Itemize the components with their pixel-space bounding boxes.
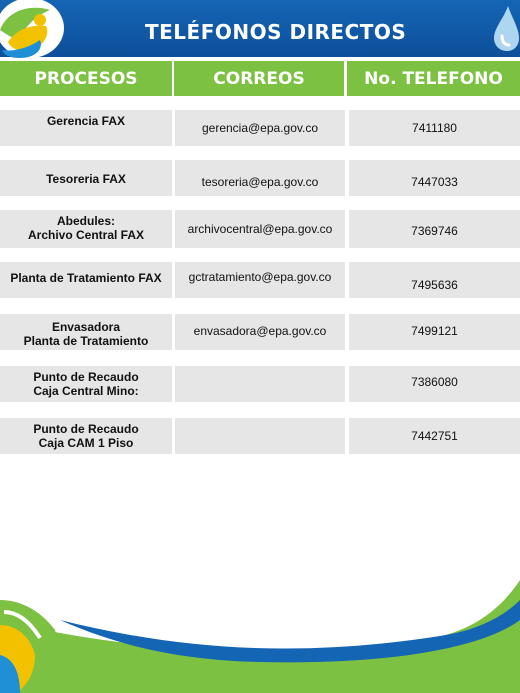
email-text[interactable]: envasadora@epa.gov.co [193,324,327,338]
email-link[interactable] [175,262,345,298]
proceso-line: Envasadora [51,320,121,334]
header-banner [0,0,520,57]
email-link[interactable] [175,314,345,350]
column-header-correos: CORREOS [174,61,344,96]
decorative-wave [0,580,520,693]
email-text[interactable]: gctratamiento@epa.gov.co [188,270,332,284]
table-row-proceso [0,418,172,454]
proceso-line: Planta de Tratamiento [23,334,149,348]
table-row-proceso [0,314,172,350]
page-title: TELÉFONOS DIRECTOS [145,20,407,44]
table-row-proceso [0,366,172,402]
column-header-telefono: No. TELEFONO [347,61,520,96]
epa-logo-icon [0,0,70,60]
email-text[interactable]: archivocentral@epa.gov.co [187,222,333,236]
table-row-proceso [0,110,172,146]
email-text[interactable]: tesoreria@epa.gov.co [201,175,319,189]
water-drop-icon [486,0,520,57]
proceso-line: Tesoreria FAX [46,172,126,186]
phone-text: 7447033 [411,175,458,189]
email-link[interactable] [175,110,345,146]
proceso-line: Punto de Recaudo [33,370,139,384]
table-row-proceso [0,210,172,248]
table-row-proceso [0,262,172,298]
phone-number [349,262,520,298]
proceso-line: Caja CAM 1 Piso [38,436,134,450]
phone-number [349,160,520,196]
proceso-line: Gerencia FAX [46,114,126,128]
phone-number [349,110,520,146]
email-cell-empty [175,418,345,454]
phone-number [349,418,520,454]
phone-text: 7495636 [411,278,458,292]
email-cell-empty [175,366,345,402]
phone-number [349,314,520,350]
email-text[interactable]: gerencia@epa.gov.co [201,121,319,135]
column-header-procesos: PROCESOS [0,61,172,96]
phone-text: 7369746 [411,224,458,238]
phone-text: 7411180 [412,121,457,135]
table-row-proceso [0,160,172,196]
phone-text: 7499121 [411,324,458,338]
phone-text: 7442751 [411,429,458,443]
email-link[interactable] [175,160,345,196]
proceso-line: Caja Central Mino: [33,384,139,398]
phone-text: 7386080 [411,375,458,389]
proceso-line: Abedules: [56,214,115,228]
email-link[interactable] [175,210,345,248]
proceso-line: Planta de Tratamiento FAX [10,271,162,285]
phone-number [349,366,520,402]
phone-number [349,210,520,248]
proceso-line: Archivo Central FAX [27,228,145,242]
proceso-line: Punto de Recaudo [33,422,139,436]
